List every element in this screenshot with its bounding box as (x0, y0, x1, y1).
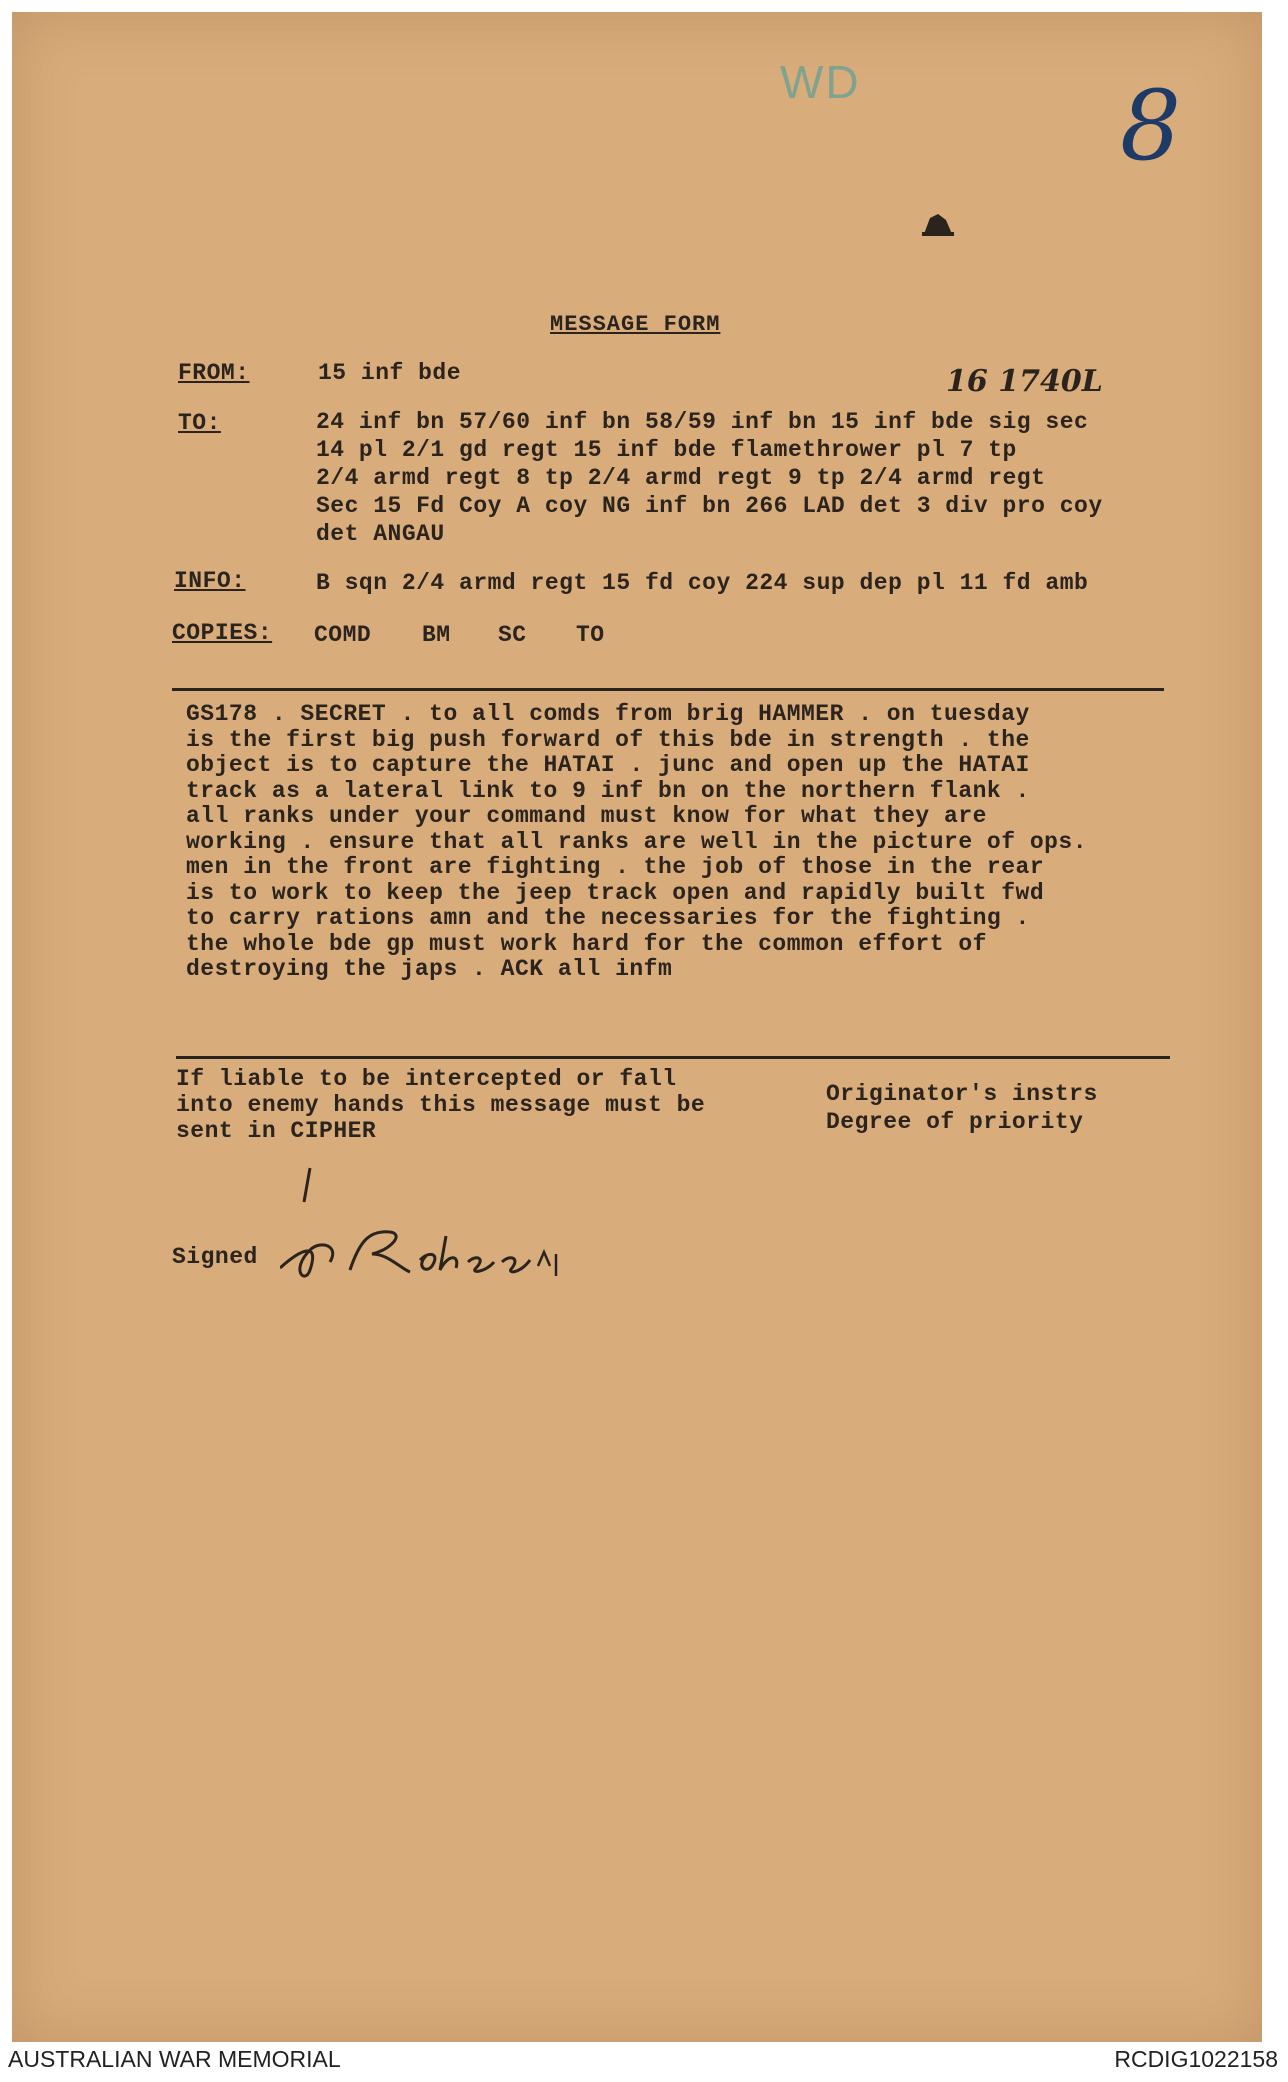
message-line: the whole bde gp must work hard for the common effort of (186, 930, 987, 957)
handwritten-signature (280, 1150, 580, 1280)
footer-record-id: RCDIG1022158 (1114, 2046, 1278, 2072)
from-label: FROM: (178, 360, 250, 386)
message-line: to carry rations amn and the necessaries for the fighting . (186, 905, 1030, 931)
originator-instructions: Originator's instrs Degree of priority (826, 1081, 1098, 1135)
info-value: B sqn 2/4 armd regt 15 fd coy 224 sup dep pl 11 fd amb (316, 570, 1089, 596)
ink-stamp-icon (920, 210, 956, 238)
header-divider (172, 688, 1164, 691)
to-label: TO: (178, 410, 221, 436)
cipher-note: If liable to be intercepted or fall into enemy hands this message must be sent in CIPHER (176, 1066, 706, 1144)
message-line: working . ensure that all ranks are well in the picture of ops. (186, 828, 1088, 855)
copies-item-sc: SC (498, 622, 527, 648)
copies-label: COPIES: (172, 620, 273, 646)
message-line: is the first big push forward of this bde in strength . the (186, 726, 1030, 753)
footer-source: AUSTRALIAN WAR MEMORIAL (8, 2046, 341, 2072)
signed-label: Signed (172, 1244, 258, 1270)
message-line: all ranks under your command must know for what they are (186, 803, 987, 829)
to-addressees: 24 inf bn 57/60 inf bn 58/59 inf bn 15 inf bde sig sec 14 pl 2/1 gd regt 15 inf bde flamethrower pl 7 tp 2/4 armd regt 8 tp 2/4 armd regt 9 tp 2/4 armd regt Sec 15 Fd Coy A coy NG inf bn 266 LAD det 3 div pro coy det ANGAU (316, 409, 1103, 547)
time-of-origin: 16 1740L (946, 364, 1103, 399)
body-divider (176, 1056, 1170, 1059)
message-body (186, 702, 1176, 983)
copies-item-bm: BM (422, 622, 451, 648)
wd-pencil-mark: WD (780, 56, 861, 108)
page-number: 8 (1120, 70, 1182, 182)
copies-item-to: TO (576, 622, 605, 648)
from-value: 15 inf bde (318, 360, 462, 386)
message-line: destroying the japs . ACK all infm (186, 956, 673, 982)
message-line: men in the front are fighting . the job of those in the rear (186, 854, 1045, 880)
info-label: INFO: (174, 568, 246, 594)
message-line: is to work to keep the jeep track open and rapidly built fwd (186, 879, 1045, 906)
form-title: MESSAGE FORM (550, 312, 721, 337)
copies-item-comd: COMD (314, 622, 372, 648)
message-line: GS178 . SECRET . to all comds from brig HAMMER . on tuesday (186, 701, 1030, 727)
message-line: object is to capture the HATAI . junc and open up the HATAI (186, 752, 1030, 778)
message-line: track as a lateral link to 9 inf bn on the northern flank . (186, 777, 1030, 804)
